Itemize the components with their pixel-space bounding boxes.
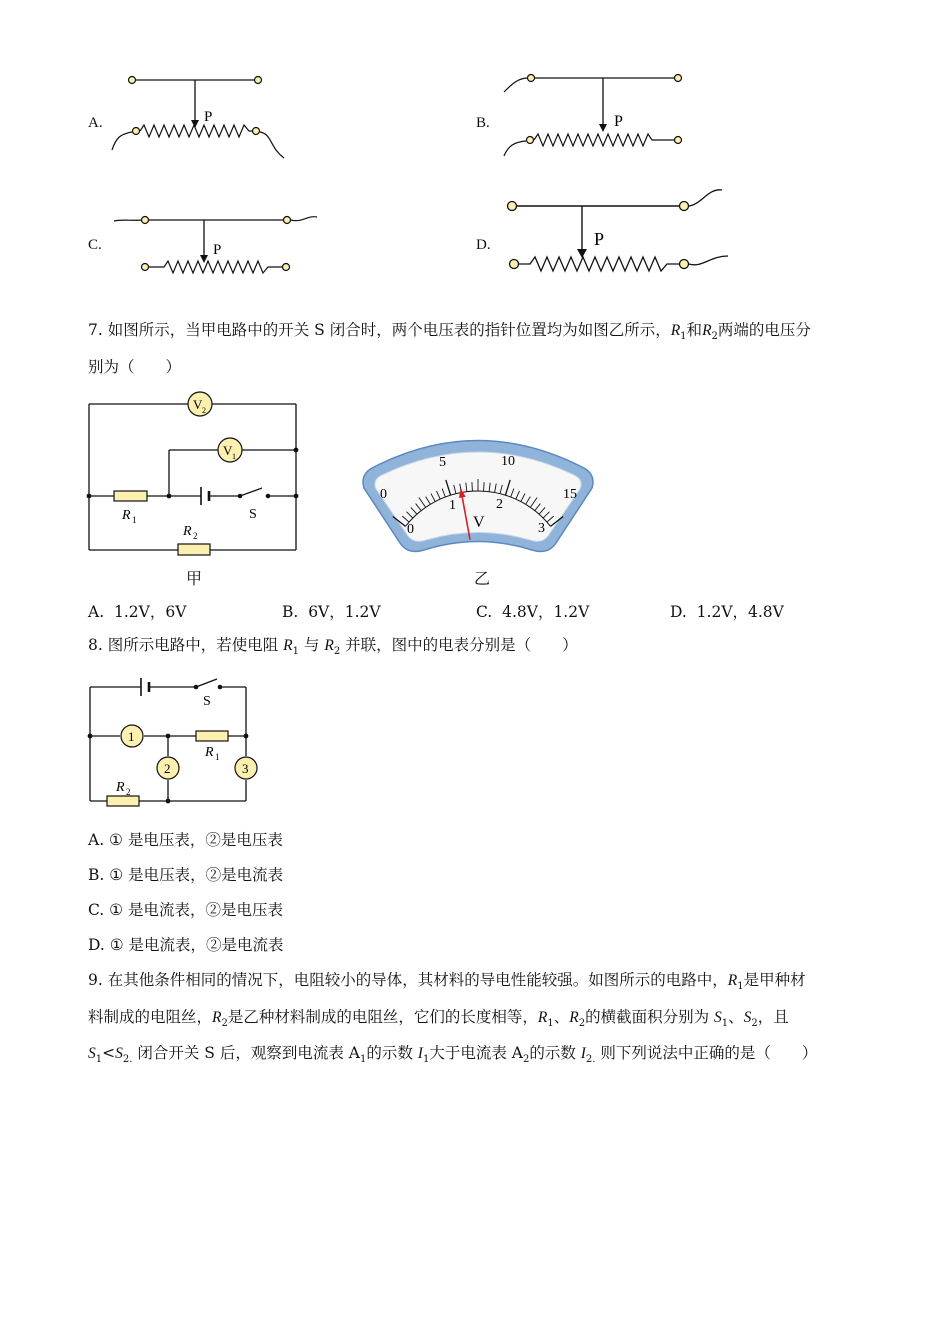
meter-bottom-1: 1	[449, 498, 456, 513]
meter-top-5: 5	[439, 455, 446, 470]
q8-stem: 8. 图所示电路中，若使电阻 $R_1$ 与 $R_2$ 并联，图中的电表分别是（ ）	[88, 636, 578, 658]
meter-bottom-0: 0	[407, 522, 414, 537]
q9-stem-line1: 9. 在其他条件相同的情况下，电阻较小的导体，其材料的导电性能较强。如图所示的电路中，$R_1$是甲种材	[88, 971, 806, 993]
q7-v1-label: V	[223, 443, 233, 458]
q6-option-c-diagram	[112, 205, 322, 280]
q7-option-c[interactable]: C. 4.8V，1.2V	[476, 603, 590, 621]
meter-bottom-2: 2	[496, 497, 503, 512]
q8-meter3-label: 3	[242, 761, 249, 776]
meter-tick	[484, 482, 485, 491]
q8-option-c[interactable]: C. ① 是电流表，②是电压表	[88, 901, 283, 919]
q6-a-p-label: P	[204, 109, 213, 125]
q6-option-b-diagram	[498, 66, 698, 166]
q7-stem-line2: 别为（ ）	[88, 358, 182, 376]
q9-stem-line2: 料制成的电阻丝，$R_2$是乙种材料制成的电阻丝，它们的长度相等，$R_1$、$R_2$的横截面积分别为 $S_1$、$S_2$，且	[88, 1008, 789, 1030]
q7-circuit-jia	[80, 385, 310, 560]
q7-v2-sub: 2	[202, 406, 206, 415]
q7-v1-sub: 1	[232, 452, 236, 461]
q8-option-d[interactable]: D. ① 是电流表，②是电流表	[88, 936, 284, 954]
q6-option-a-diagram	[108, 68, 298, 168]
q6-b-p-label: P	[614, 113, 623, 130]
meter-unit: V	[473, 514, 485, 531]
meter-tick	[472, 482, 473, 491]
q6-option-d-diagram	[500, 182, 735, 282]
q8-r2-sub: 2	[126, 787, 131, 797]
q7-v2-label: V	[193, 397, 203, 412]
q8-r2-label: R	[116, 780, 125, 795]
q8-r1-label: R	[205, 745, 214, 760]
meter-top-15: 15	[563, 487, 577, 502]
q7-caption-yi: 乙	[474, 569, 491, 588]
q6-d-p-label: P	[594, 229, 605, 249]
q8-meter2-label: 2	[164, 761, 171, 776]
q8-switch-label: S	[203, 694, 211, 709]
q9-stem-line3: $S_1<S_{2.}$ 闭合开关 S 后，观察到电流表 $A_1$的示数 $I_1$大于电流表 $A_2$的示数 $I_{2.}$ 则下列说法中正确的是（ ）	[88, 1044, 818, 1066]
q6-option-a-letter[interactable]: A.	[88, 115, 103, 131]
q7-r2-label: R	[183, 524, 192, 539]
meter-top-0: 0	[380, 487, 387, 502]
q8-circuit	[80, 674, 270, 809]
q8-meter1-label: 1	[128, 729, 135, 744]
q6-option-b-letter[interactable]: B.	[476, 115, 490, 131]
q7-voltmeter	[360, 435, 600, 565]
q6-c-p-label: P	[213, 242, 222, 258]
q7-caption-jia: 甲	[186, 569, 203, 588]
meter-bottom-3: 3	[538, 521, 545, 536]
q8-option-b[interactable]: B. ① 是电压表，②是电流表	[88, 866, 284, 884]
q7-r2-sub: 2	[193, 531, 198, 541]
q6-option-c-letter[interactable]: C.	[88, 237, 102, 253]
q6-option-d-letter[interactable]: D.	[476, 237, 491, 253]
q7-option-b[interactable]: B. 6V，1.2V	[282, 603, 381, 621]
q7-switch-label: S	[249, 507, 257, 522]
q7-stem-line1: 7. 如图所示，当甲电路中的开关 S 闭合时，两个电压表的指针位置均为如图乙所示，$R_1$和$R_2$两端的电压分	[88, 321, 811, 343]
meter-top-10: 10	[501, 454, 515, 469]
q8-r1-sub: 1	[215, 752, 220, 762]
q8-option-a[interactable]: A. ① 是电压表，②是电压表	[88, 831, 283, 849]
q7-r1-label: R	[122, 508, 131, 523]
q7-r1-sub: 1	[132, 515, 137, 525]
q7-option-d[interactable]: D. 1.2V，4.8V	[670, 603, 784, 621]
q7-option-a[interactable]: A. 1.2V，6V	[88, 603, 187, 621]
